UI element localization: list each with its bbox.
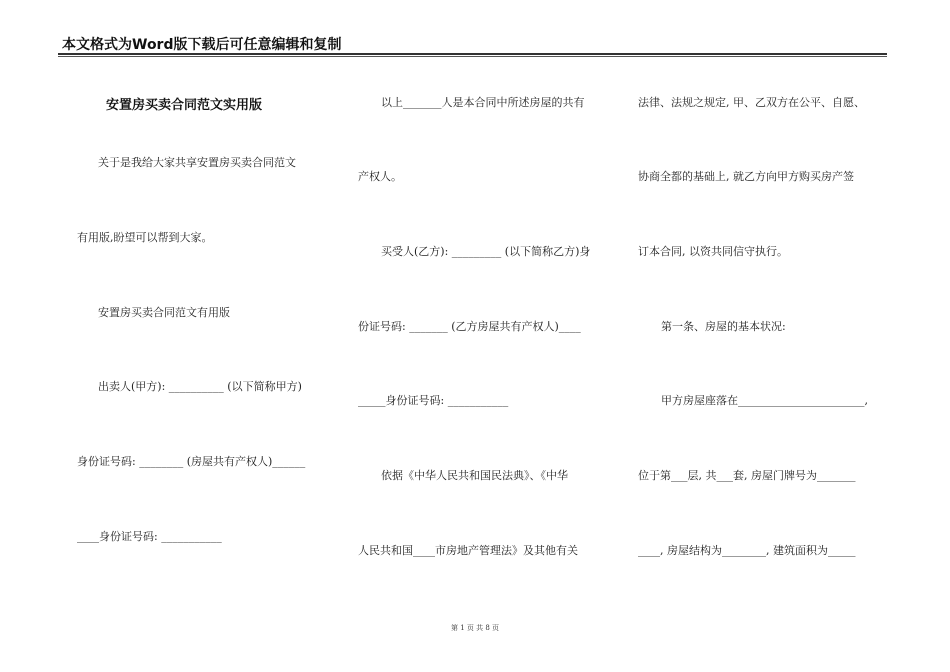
middle-line-2: 产权人。 xyxy=(358,170,402,183)
left-line-1: 关于是我给大家共享安置房买卖合同范文 xyxy=(98,156,296,169)
middle-line-5: _____身份证号码: ___________ xyxy=(358,394,509,407)
middle-line-7: 人民共和国____市房地产管理法》及其他有关 xyxy=(358,544,578,557)
left-line-4: 出卖人(甲方): __________ (以下简称甲方) xyxy=(98,380,302,393)
right-line-4: 第一条、房屋的基本状况: xyxy=(661,320,786,333)
page-number-footer: 第 1 页 共 8 页 xyxy=(450,624,500,632)
right-line-5: 甲方房屋座落在_______________________, xyxy=(661,394,868,407)
right-line-2: 协商全都的基础上, 就乙方向甲方购买房产签 xyxy=(638,170,854,183)
middle-line-6: 依据《中华人民共和国民法典》、《中华 xyxy=(381,469,568,482)
right-line-1: 法律、法规之规定, 甲、乙双方在公平、自愿、 xyxy=(638,96,865,109)
right-line-7: ____, 房屋结构为________, 建筑面积为_____ xyxy=(638,544,856,557)
document-title: 安置房买卖合同范文实用版 xyxy=(106,98,263,113)
header-rule-thick xyxy=(58,53,887,55)
right-line-3: 订本合同, 以资共同信守执行。 xyxy=(638,245,788,258)
right-line-6: 位于第___层, 共___套, 房屋门牌号为_______ xyxy=(638,469,856,482)
left-line-3: 安置房买卖合同范文有用版 xyxy=(98,306,230,319)
header-rule-thin xyxy=(58,56,887,57)
middle-line-3: 买受人(乙方): _________ (以下简称乙方)身 xyxy=(381,245,591,258)
document-header: 本文格式为Word版下载后可任意编辑和复制 xyxy=(62,37,342,53)
left-line-6: ____身份证号码: ___________ xyxy=(77,530,222,543)
middle-line-1: 以上_______人是本合同中所述房屋的共有 xyxy=(381,96,585,109)
left-line-5: 身份证号码: ________ (房屋共有产权人)______ xyxy=(77,455,306,468)
middle-line-4: 份证号码: _______ (乙方房屋共有产权人)____ xyxy=(358,320,581,333)
left-line-2: 有用版,盼望可以帮到大家。 xyxy=(77,231,213,244)
